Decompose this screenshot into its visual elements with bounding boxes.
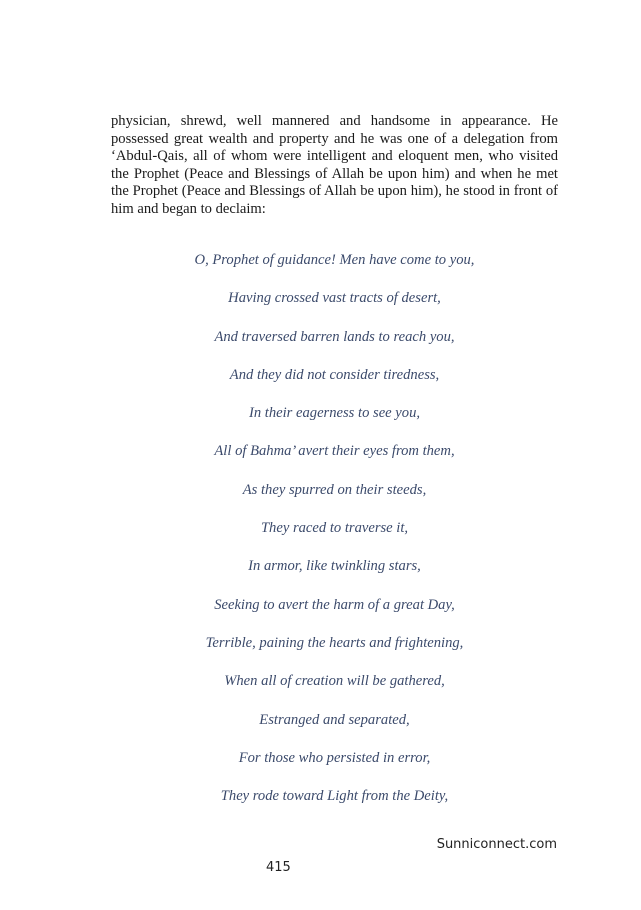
poem-line: As they spurred on their steeds,: [242, 481, 427, 498]
poem-line: In their eagerness to see you,: [248, 405, 421, 422]
page-number: 415: [266, 860, 291, 875]
body-paragraph: physician, shrewd, well mannered and handsome in appearance. He possessed great wealth and property and he was one of a delegation from ‘Abdul-Qais, all of whom were intelligent and eloquent men, who visited the Prophet (Peace and Blessings of Allah be upon him) and when he met the Prophet (Peace and Blessings of Allah be upon him), he stood in front of him and began to declaim:: [111, 113, 558, 217]
poem-line: They raced to traverse it,: [260, 520, 409, 537]
poem-line: And traversed barren lands to reach you,: [214, 328, 455, 345]
site-watermark: Sunniconnect.com: [436, 837, 557, 852]
poem-line: Seeking to avert the harm of a great Day,: [214, 596, 455, 613]
poem: [111, 250, 558, 824]
poem-line: Estranged and separated,: [259, 711, 410, 728]
poem-line: All of Bahma’ avert their eyes from them,: [214, 443, 455, 460]
poem-line: And they did not consider tiredness,: [229, 366, 440, 383]
poem-line: When all of creation will be gathered,: [224, 673, 445, 690]
poem-line: For those who persisted in error,: [238, 749, 431, 766]
poem-line: In armor, like twinkling stars,: [248, 558, 421, 575]
poem-line: Terrible, paining the hearts and frightening,: [205, 634, 464, 651]
poem-line: O, Prophet of guidance! Men have come to you,: [194, 252, 475, 268]
poem-line: They rode toward Light from the Deity,: [220, 788, 449, 805]
poem-line: Having crossed vast tracts of desert,: [228, 290, 441, 307]
